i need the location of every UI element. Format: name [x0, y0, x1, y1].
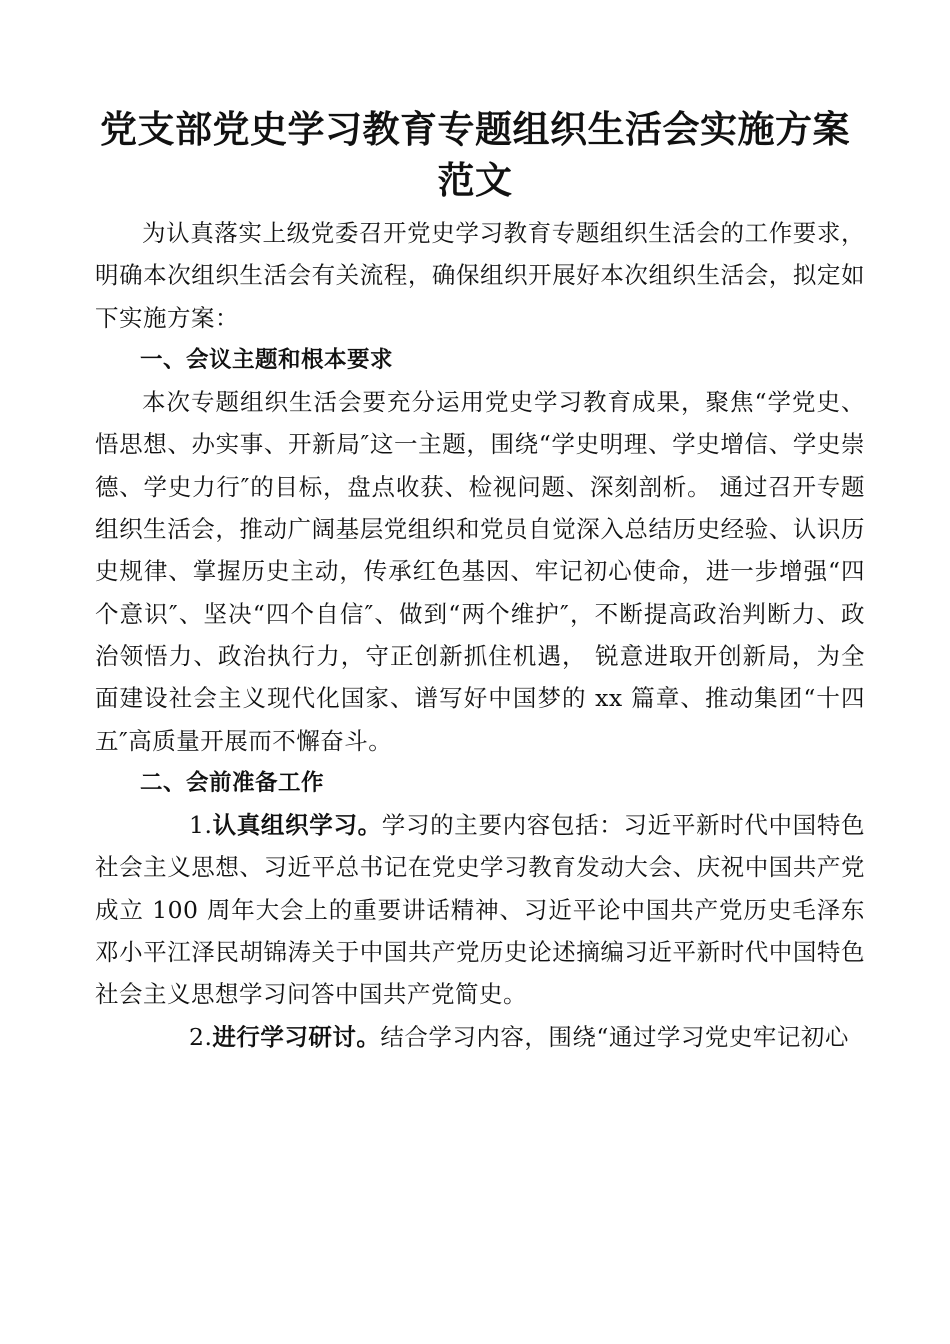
item-1-lead: 认真组织学习。 [212, 811, 382, 840]
document-body [95, 212, 865, 1058]
intro-paragraph: 为认真落实上级党委召开党史学习教育专题组织生活会的工作要求，明确本次组织生活会有关流程，确保组织开展好本次组织生活会，拟定如下实施方案： [95, 219, 865, 332]
section-2-item-1 [95, 804, 865, 1015]
item-2-text: 结合学习内容，围绕“通过学习党史牢记初心 [380, 1022, 849, 1051]
section-2-heading: 二、会前准备工作 [140, 769, 325, 796]
section-1-paragraph: 本次专题组织生活会要充分运用党史学习教育成果，聚焦“学党史、悟思想、办实事、开新局″这一主题，围绕“学史明理、学史增信、学史崇德、学史力行″的目标，盘点收获、检视问题、深刻剖析。 通过召开专题组织生活会，推动广阔基层党组织和党员自觉深入总结历史经验、认识历史规律、掌握历史主动，传承红色基因、牢记初心使命，进一步增强“四个意识″、坚决“四个自信″、做到“两个维护″，不断提高政治判断力、政治领悟力、政治执行力，守正创新抓住机遇， 锐意进取开创新局，为全面建设社会主义现代化国家、谱写好中国梦的 xx 篇章、推动集团“十四五″高质量开展而不懈奋斗。 [95, 388, 865, 755]
item-2-lead: 进行学习研讨。 [212, 1022, 381, 1051]
section-1-heading: 一、会议主题和根本要求 [140, 346, 394, 373]
item-1-text: 学习的主要内容包括：习近平新时代中国特色社会主义思想、习近平总书记在党史学习教育发动大会、庆祝中国共产党成立 100 周年大会上的重要讲话精神、习近平论中国共产党历史毛泽东邓小平江泽民胡锦涛关于中国共产党历史论述摘编习近平新时代中国特色社会主义思想学习问答中国共产党简史。 [95, 811, 866, 1009]
section-2-item-2 [95, 1016, 865, 1058]
item-2-number: 2. [189, 1022, 213, 1051]
document-title: 党支部党史学习教育专题组织生活会实施方案范文 [100, 108, 850, 202]
item-1-number: 1. [189, 811, 213, 840]
